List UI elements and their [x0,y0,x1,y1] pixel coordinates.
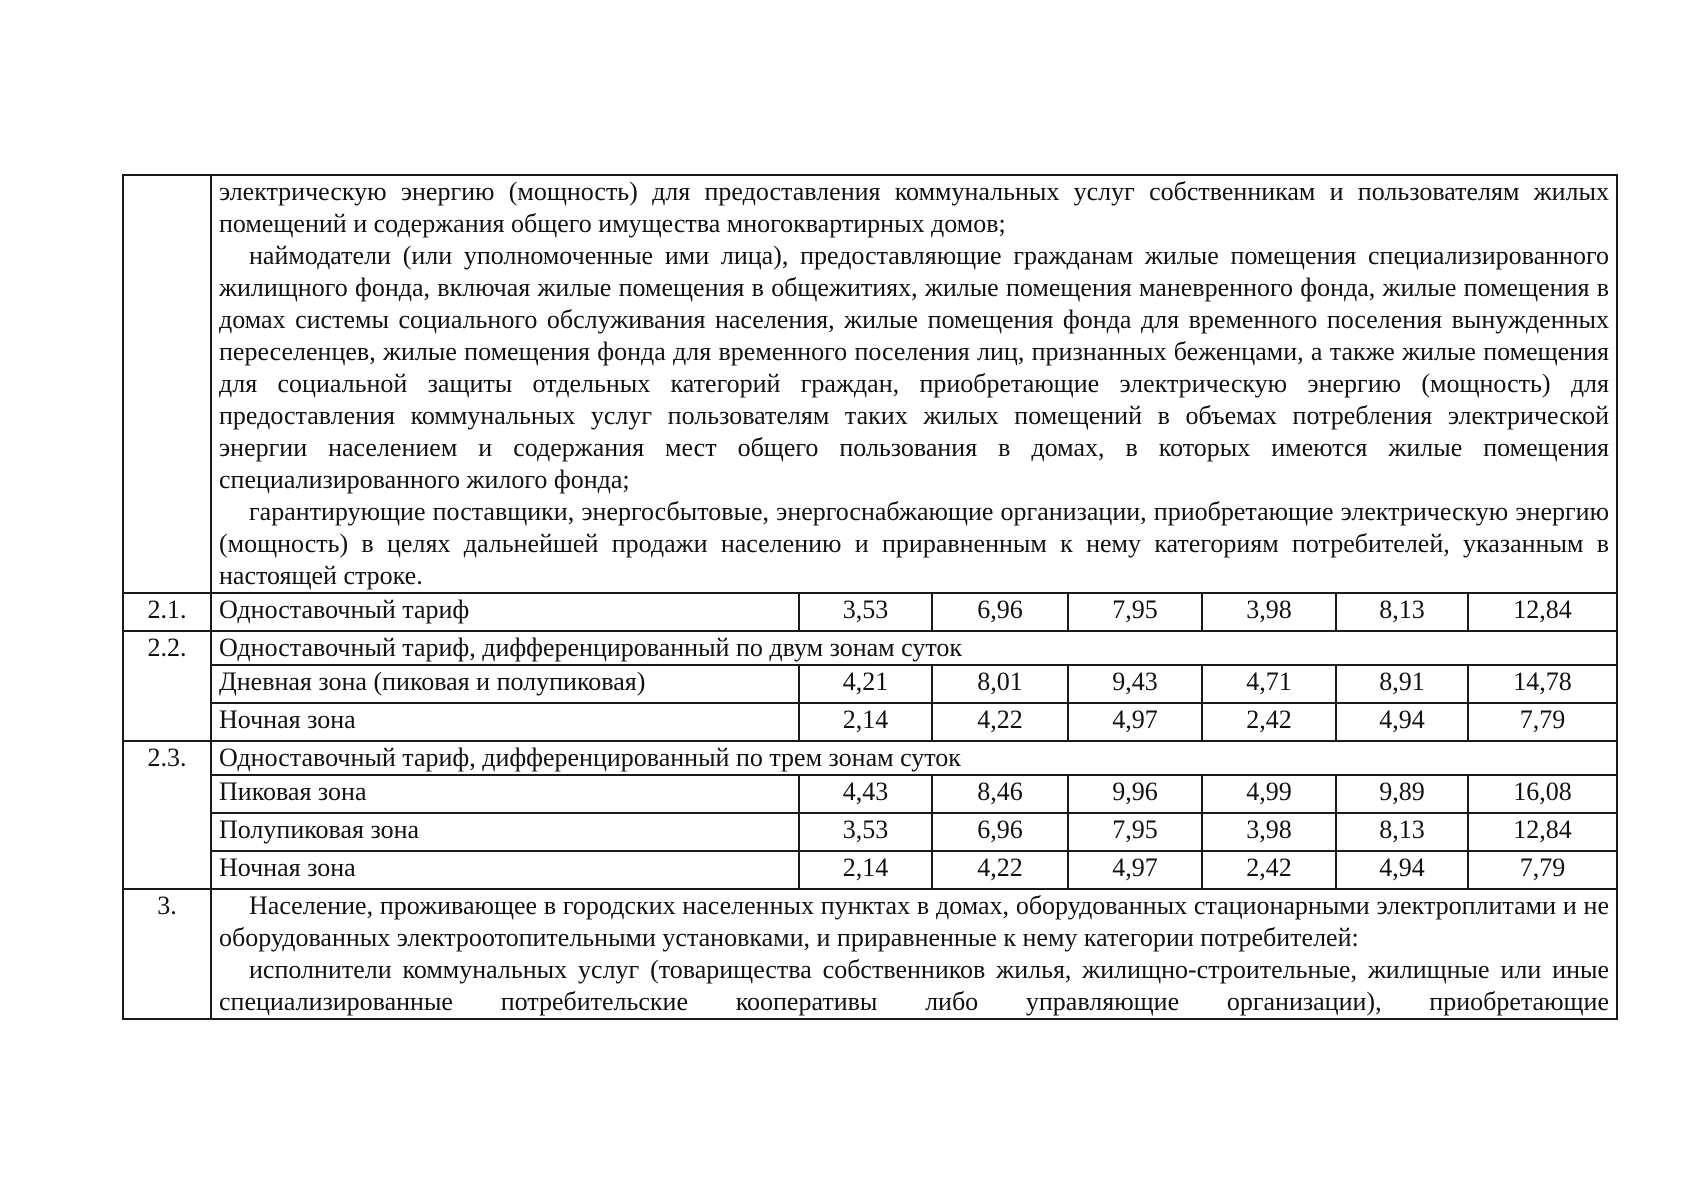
value-cell: 4,22 [932,851,1068,889]
value-cell: 7,95 [1068,813,1202,851]
table-row [123,703,1617,741]
table-row [123,741,1617,775]
value-cell: 3,98 [1202,813,1336,851]
row-label: Одноставочный тариф [211,593,799,631]
value-cell: 2,42 [1202,851,1336,889]
paragraph: гарантирующие поставщики, энергосбытовые, энергоснабжающие организации, приобретающие электрическую энергию (мощность) в целях дальнейшей продажи населению и приравненным к нему категориям потребителей, указанным в настоящей строке. [219,497,1609,590]
paragraph: наймодатели (или уполномоченные ими лица), предоставляющие гражданам жилые помещения специализированного жилищного фонда, включая жилые помещения в общежитиях, жилые помещения маневренного фонда, жилые помещения в домах системы социального обслуживания населения, жилые помещения фонда для временного поселения вынужденных переселенцев, жилые помещения фонда для временного поселения лиц, признанных беженцами, а также жилые помещения для социальной защиты отдельных категорий граждан, приобретающие электрическую энергию (мощность) для предоставления коммунальных услуг пользователям таких жилых помещений в объемах потребления электрической энергии населением и содержания мест общего пользования в домах, в которых имеются жилые помещения специализированного жилого фонда; [219,241,1609,494]
value-cell: 2,14 [799,851,932,889]
row-label: Ночная зона [211,851,799,889]
value-cell: 4,97 [1068,703,1202,741]
value-cell: 8,46 [932,775,1068,813]
value-cell: 4,43 [799,775,932,813]
table-row [123,813,1617,851]
value-cell: 9,89 [1336,775,1468,813]
value-cell: 4,99 [1202,775,1336,813]
value-cell: 2,42 [1202,703,1336,741]
row-label: Ночная зона [211,703,799,741]
value-cell: 8,13 [1336,813,1468,851]
value-cell: 7,95 [1068,593,1202,631]
paragraph: электрическую энергию (мощность) для предоставления коммунальных услуг собственникам и пользователям жилых помещений и содержания общего имущества многоквартирных домов; [219,177,1609,238]
value-cell: 3,53 [799,813,932,851]
table-row [123,631,1617,665]
value-cell: 7,79 [1468,851,1617,889]
row-label: Полупиковая зона [211,813,799,851]
row-number: 2.1. [123,593,211,631]
row-number: 2.2. [123,631,211,741]
table-row [123,775,1617,813]
value-cell: 8,91 [1336,665,1468,703]
value-cell: 8,01 [932,665,1068,703]
table-row [123,665,1617,703]
value-cell: 12,84 [1468,813,1617,851]
value-cell: 6,96 [932,593,1068,631]
row-label: Дневная зона (пиковая и полупиковая) [211,665,799,703]
table-row-continuation [123,175,1617,593]
value-cell: 9,43 [1068,665,1202,703]
paragraph: исполнители коммунальных услуг (товарищества собственников жилья, жилищно-строительные, жилищные или иные специализированные потребительские кооперативы либо управляющие организации), приобретающие [219,955,1609,1016]
continuation-text-cell [211,175,1617,593]
value-cell: 4,71 [1202,665,1336,703]
row-label: Одноставочный тариф, дифференцированный по трем зонам суток [211,741,1617,775]
value-cell: 4,21 [799,665,932,703]
value-cell: 4,94 [1336,703,1468,741]
value-cell: 2,14 [799,703,932,741]
paragraph: Население, проживающее в городских населенных пунктах в домах, оборудованных стационарными электроплитами и не оборудованных электроотопительными установками, и приравненные к нему категории потребителей: [219,891,1609,952]
value-cell: 12,84 [1468,593,1617,631]
table-row [123,851,1617,889]
row-text-cell [211,889,1617,1019]
value-cell: 3,98 [1202,593,1336,631]
row-number-cell [123,175,211,593]
value-cell: 4,97 [1068,851,1202,889]
value-cell: 14,78 [1468,665,1617,703]
table-row [123,593,1617,631]
table-row [123,889,1617,1019]
value-cell: 16,08 [1468,775,1617,813]
value-cell: 7,79 [1468,703,1617,741]
value-cell: 3,53 [799,593,932,631]
value-cell: 4,22 [932,703,1068,741]
row-number: 2.3. [123,741,211,889]
value-cell: 8,13 [1336,593,1468,631]
row-label: Одноставочный тариф, дифференцированный по двум зонам суток [211,631,1617,665]
row-label: Пиковая зона [211,775,799,813]
row-number: 3. [123,889,211,1019]
value-cell: 6,96 [932,813,1068,851]
value-cell: 9,96 [1068,775,1202,813]
value-cell: 4,94 [1336,851,1468,889]
tariff-table [122,174,1618,1020]
